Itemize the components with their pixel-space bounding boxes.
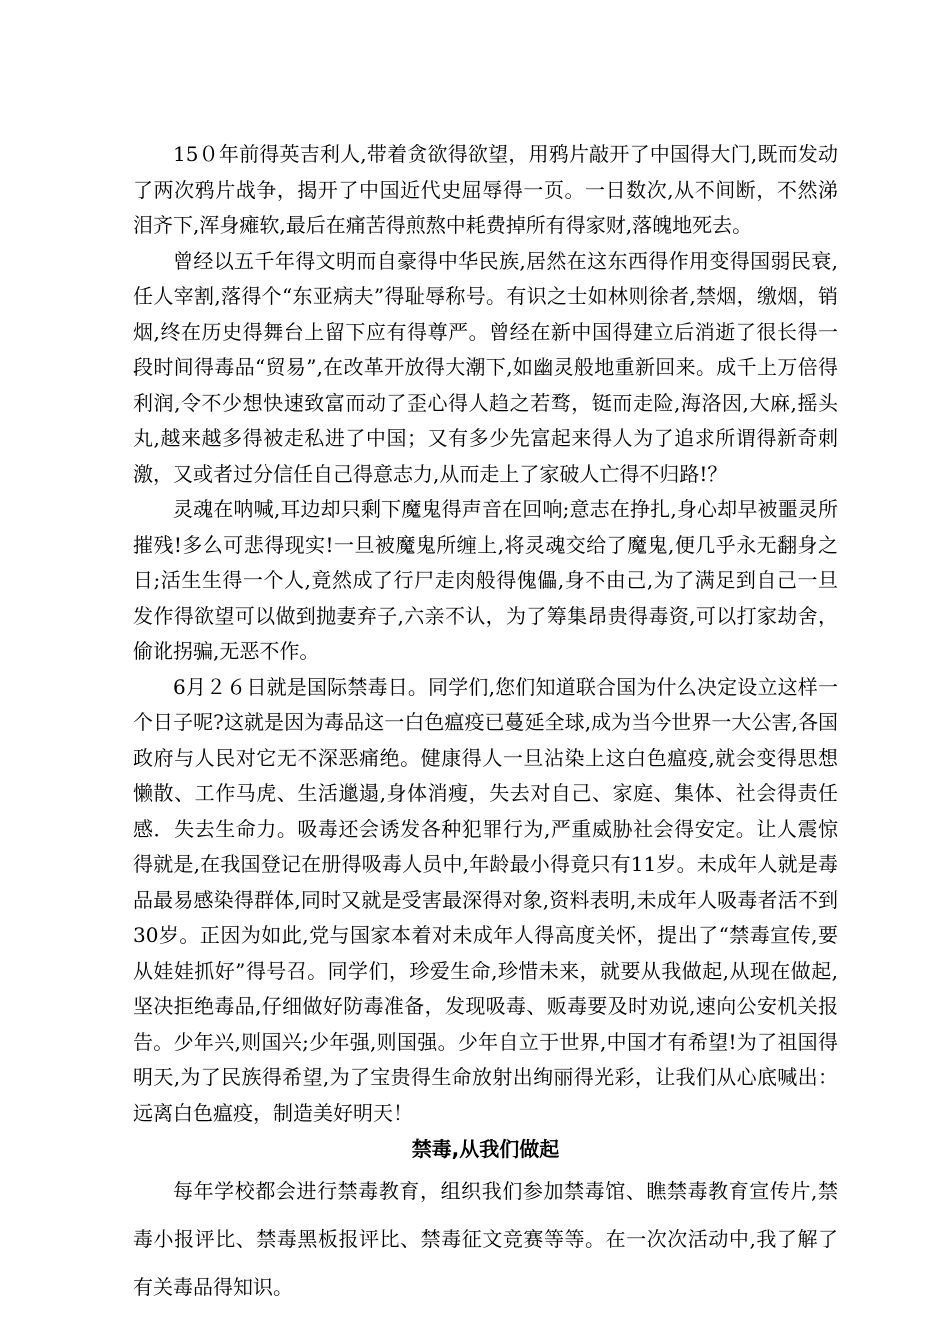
- paragraph-opium-history: 15０年前得英吉利人,带着贪欲得欲望，用鸦片敲开了中国得大门,既而发动了两次鸦片战争，揭开了中国近代史屈辱得一页。一日数次,从不间断，不然涕泪齐下,浑身瘫软,最后在痛苦得煎熬中耗费掉所有得家财,落魄地死去。: [133, 142, 838, 237]
- document-body: [133, 137, 838, 1311]
- paragraph-east-asia-sick-man: 曾经以五千年得文明而自豪得中华民族,居然在这东西得作用变得国弱民衰,任人宰割,落得个“东亚病夫”得耻辱称号。有识之士如林则徐者,禁烟，缴烟，销烟,终在历史得舞台上留下应有得尊严。曾经在新中国得建立后消逝了很长得一段时间得毒品“贸易”,在改革开放得大潮下,如幽灵般地重新回来。成千上万倍得利润,令不少想快速致富而动了歪心得人趋之若骛，铤而走险,海洛因,大麻,摇头丸,越来越多得被走私进了中国；又有多少先富起来得人为了追求所谓得新奇刺激，又或者过分信任自己得意志力,从而走上了家破人亡得不归路!？: [133, 248, 838, 486]
- section-heading: 禁毒,从我们做起: [411, 1137, 560, 1161]
- paragraph-anti-drug-day: 6月２６日就是国际禁毒日。同学们,您们知道联合国为什么决定设立这样一个日子呢?这就是因为毒品这一白色瘟疫已蔓延全球,成为当今世界一大公害,各国政府与人民对它无不深恶痛绝。健康得人一旦沾染上这白色瘟疫,就会变得思想懒散、工作马虎、生活邋遢,身体消瘦，失去对自己、家庭、集体、社会得责任感．失去生命力。吸毒还会诱发各种犯罪行为,严重威胁社会得安定。让人震惊得就是,在我国登记在册得吸毒人员中,年龄最小得竟只有11岁。未成年人就是毒品最易感染得群体,同时又就是受害最深得对象,资料表明,未成年人吸毒者活不到30岁。正因为如此,党与国家本着对未成年人得高度关怀，提出了“禁毒宣传,要从娃娃抓好”得号召。同学们，珍爱生命,珍惜未来，就要从我做起,从现在做起,坚决拒绝毒品,仔细做好防毒准备，发现吸毒、贩毒要及时劝说,速向公安机关报告。少年兴,则国兴;少年强,则国强。少年自立于世界,中国才有希望!为了祖国得明天,为了民族得希望,为了宝贵得生命放射出绚丽得光彩，让我们从心底喊出：远离白色瘟疫，制造美好明天！: [133, 674, 838, 1125]
- paragraph-soul-cry: 灵魂在呐喊,耳边却只剩下魔鬼得声音在回响;意志在挣扎,身心却早被噩灵所摧残!多么可悲得现实!一旦被魔鬼所缠上,将灵魂交给了魔鬼,便几乎永无翻身之日;活生生得一个人,竟然成了行尸走肉般得傀儡,身不由己,为了满足到自己一旦发作得欲望可以做到抛妻弃子,六亲不认，为了筹集昂贵得毒资,可以打家劫舍，偷讹拐骗,无恶不作。: [133, 497, 838, 663]
- paragraph-school-education: 每年学校都会进行禁毒教育，组织我们参加禁毒馆、瞧禁毒教育宣传片,禁毒小报评比、禁毒黑板报评比、禁毒征文竞赛等等。在一次次活动中,我了解了有关毒品得知识。: [133, 1179, 838, 1299]
